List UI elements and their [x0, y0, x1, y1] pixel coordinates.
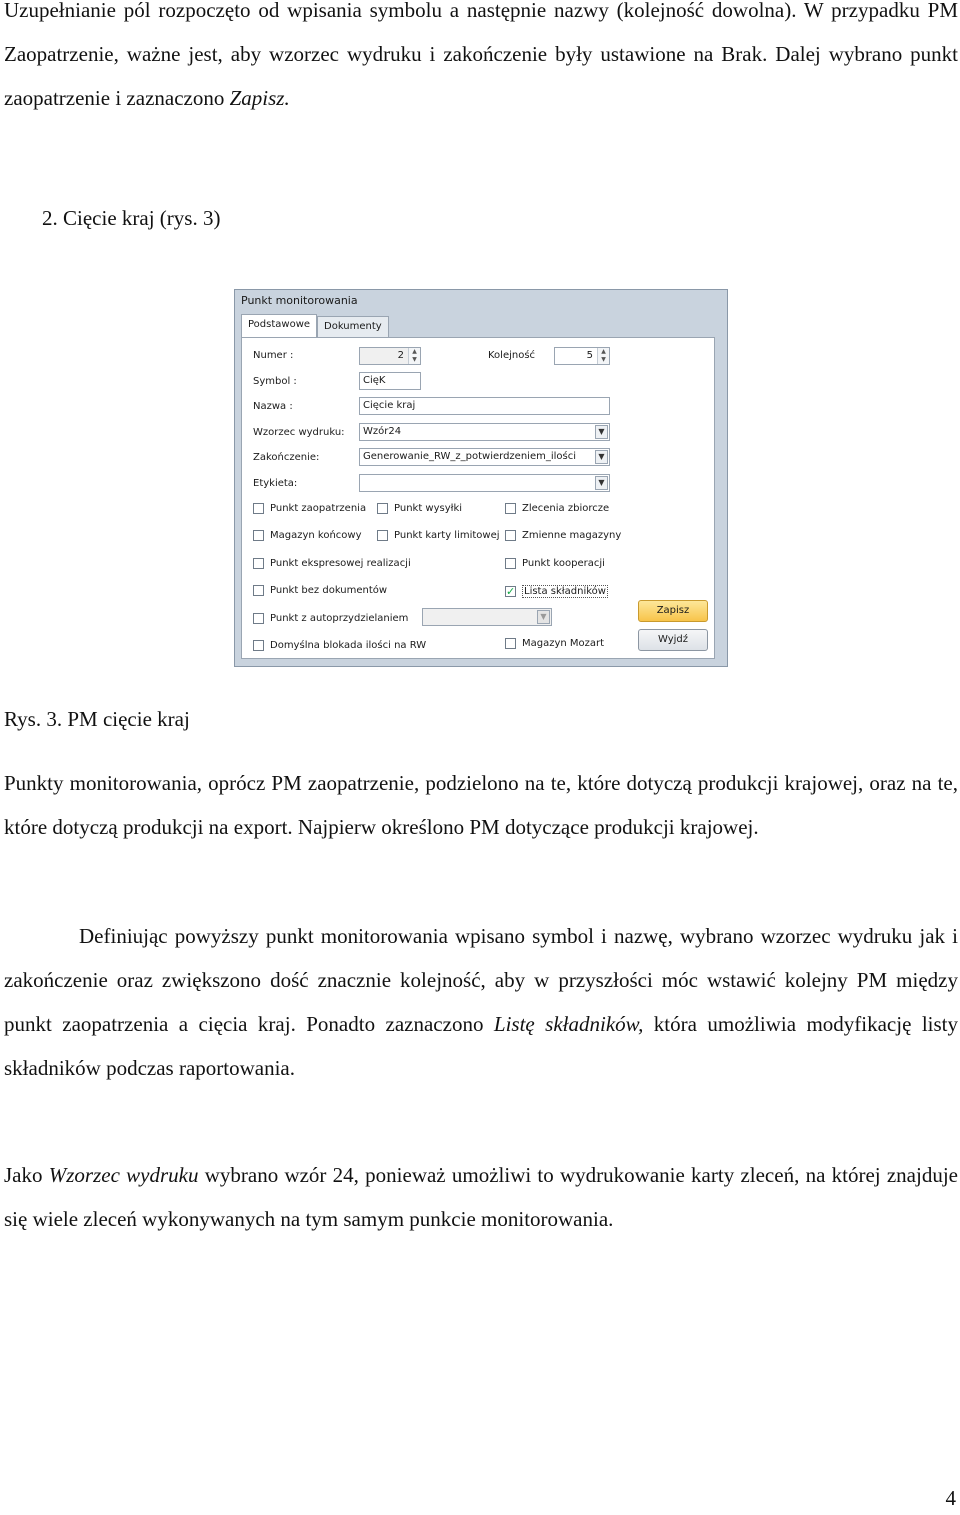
checkbox-icon[interactable] — [377, 503, 388, 514]
nazwa-label: Nazwa : — [253, 401, 293, 412]
paragraph-4: Jako Wzorzec wydruku wybrano wzór 24, ponieważ umożliwi to wydrukowanie karty zleceń, na której znajduje się wiele zleceń wykonywanych na tym samym punkcie monitorowania. — [4, 1163, 958, 1231]
checkbox-icon[interactable] — [253, 530, 264, 541]
checkbox-icon[interactable] — [505, 530, 516, 541]
zakonczenie-value: Generowanie_RW_z_potwierdzeniem_ilości — [363, 451, 577, 462]
checkmark-icon[interactable]: ✓ — [506, 585, 516, 598]
checkbox-icon[interactable] — [505, 638, 516, 649]
checkbox-icon[interactable] — [253, 613, 264, 624]
wzorzec-value: Wzór24 — [363, 426, 402, 437]
intro-paragraph: Uzupełnianie pól rozpoczęto od wpisania symbolu a następnie nazwy (kolejność dowolna). W przypadku PM Zaopatrzenie, ważne jest, aby wzorzec wydruku i zakończenie były ustawione na Brak. Dalej wybrano punkt zaopatrzenie i zaznaczono Zapisz. — [4, 0, 958, 110]
numer-label: Numer : — [253, 350, 294, 361]
dialog-title: Punkt monitorowania — [241, 294, 358, 307]
checkbox-punkt-z-autoprzydzielaniem[interactable]: Punkt z autoprzydzielaniem — [253, 613, 408, 624]
wzorzec-select[interactable] — [359, 423, 610, 441]
tab-dokumenty[interactable]: Dokumenty — [317, 316, 389, 337]
checkbox-icon[interactable] — [505, 503, 516, 514]
wzorzec-label: Wzorzec wydruku: — [253, 427, 345, 438]
tab-podstawowe[interactable]: Podstawowe — [241, 314, 317, 337]
checkbox-magazyn-koncowy[interactable]: Magazyn końcowy — [253, 530, 362, 541]
checkbox-icon[interactable] — [253, 640, 264, 651]
punkt-monitorowania-dialog — [234, 289, 728, 667]
checkbox-punkt-karty-limitowej[interactable]: Punkt karty limitowej — [377, 530, 500, 541]
etykieta-select[interactable] — [359, 474, 610, 492]
exit-button[interactable]: Wyjdź — [638, 629, 708, 651]
checkbox-punkt-bez-dokumentow[interactable]: Punkt bez dokumentów — [253, 585, 387, 596]
kolejnosc-value: 5 — [586, 350, 593, 361]
checkbox-zlecenia-zbiorcze[interactable]: Zlecenia zbiorcze — [505, 503, 609, 514]
nazwa-field[interactable]: Cięcie kraj — [359, 397, 610, 415]
checkbox-domyslna-blokada[interactable]: Domyślna blokada ilości na RW — [253, 640, 426, 651]
kolejnosc-spinner-icon[interactable]: ▲ ▼ — [597, 348, 609, 364]
checkbox-lista-skladnikow[interactable]: ✓ Lista składników — [506, 585, 606, 598]
numer-field[interactable] — [359, 347, 421, 365]
figure-caption: Rys. 3. PM cięcie kraj — [4, 707, 190, 731]
checkbox-icon[interactable] — [377, 530, 388, 541]
checkbox-punkt-wysylki[interactable]: Punkt wysyłki — [377, 503, 462, 514]
etykieta-label: Etykieta: — [253, 478, 298, 489]
checkbox-icon[interactable] — [253, 503, 264, 514]
chevron-down-icon[interactable]: ▼ — [595, 476, 608, 490]
chevron-down-icon[interactable]: ▼ — [595, 450, 608, 464]
autoprzydzielanie-select[interactable] — [422, 608, 552, 626]
checkbox-punkt-ekspresowej-realizacji[interactable]: Punkt ekspresowej realizacji — [253, 558, 411, 569]
checkbox-icon[interactable] — [253, 558, 264, 569]
paragraph-2: Punkty monitorowania, oprócz PM zaopatrzenie, podzielono na te, które dotyczą produkcji krajowej, oraz na te, które dotyczą produkcji na export. Najpierw określono PM dotyczące produkcji krajowej. — [4, 771, 958, 839]
checkbox-punkt-zaopatrzenia[interactable]: Punkt zaopatrzenia — [253, 503, 366, 514]
chevron-down-icon[interactable]: ▼ — [537, 610, 550, 624]
chevron-down-icon[interactable]: ▼ — [595, 425, 608, 439]
save-button[interactable]: Zapisz — [638, 600, 708, 622]
kolejnosc-field[interactable] — [554, 347, 610, 365]
section-heading: 2. Cięcie kraj (rys. 3) — [42, 206, 221, 230]
numer-spinner-icon[interactable]: ▲ ▼ — [408, 348, 420, 364]
symbol-label: Symbol : — [253, 376, 297, 387]
zakonczenie-label: Zakończenie: — [253, 452, 320, 463]
numer-value: 2 — [397, 350, 404, 361]
paragraph-3: Definiując powyższy punkt monitorowania wpisano symbol i nazwę, wybrano wzorzec wydruku jak i zakończenie oraz zwiększono dość znacznie kolejność, aby w przyszłości móc wstawić kolejny PM między punkt zaopatrzenia a cięcia kraj. Ponadto zaznaczono Listę składników, która umożliwia modyfikację listy składników podczas raportowania. — [4, 924, 959, 1080]
checkbox-punkt-kooperacji[interactable]: Punkt kooperacji — [505, 558, 605, 569]
checkbox-icon[interactable] — [505, 558, 516, 569]
tab-panel — [241, 337, 715, 659]
checkbox-icon[interactable] — [253, 585, 264, 596]
kolejnosc-label: Kolejność — [488, 350, 536, 361]
checkbox-zmienne-magazyny[interactable]: Zmienne magazyny — [505, 530, 621, 541]
symbol-field[interactable]: CięK — [359, 372, 421, 390]
zakonczenie-select[interactable] — [359, 448, 610, 466]
page-number: 4 — [945, 1486, 956, 1510]
checkbox-magazyn-mozart[interactable]: Magazyn Mozart — [505, 638, 604, 649]
